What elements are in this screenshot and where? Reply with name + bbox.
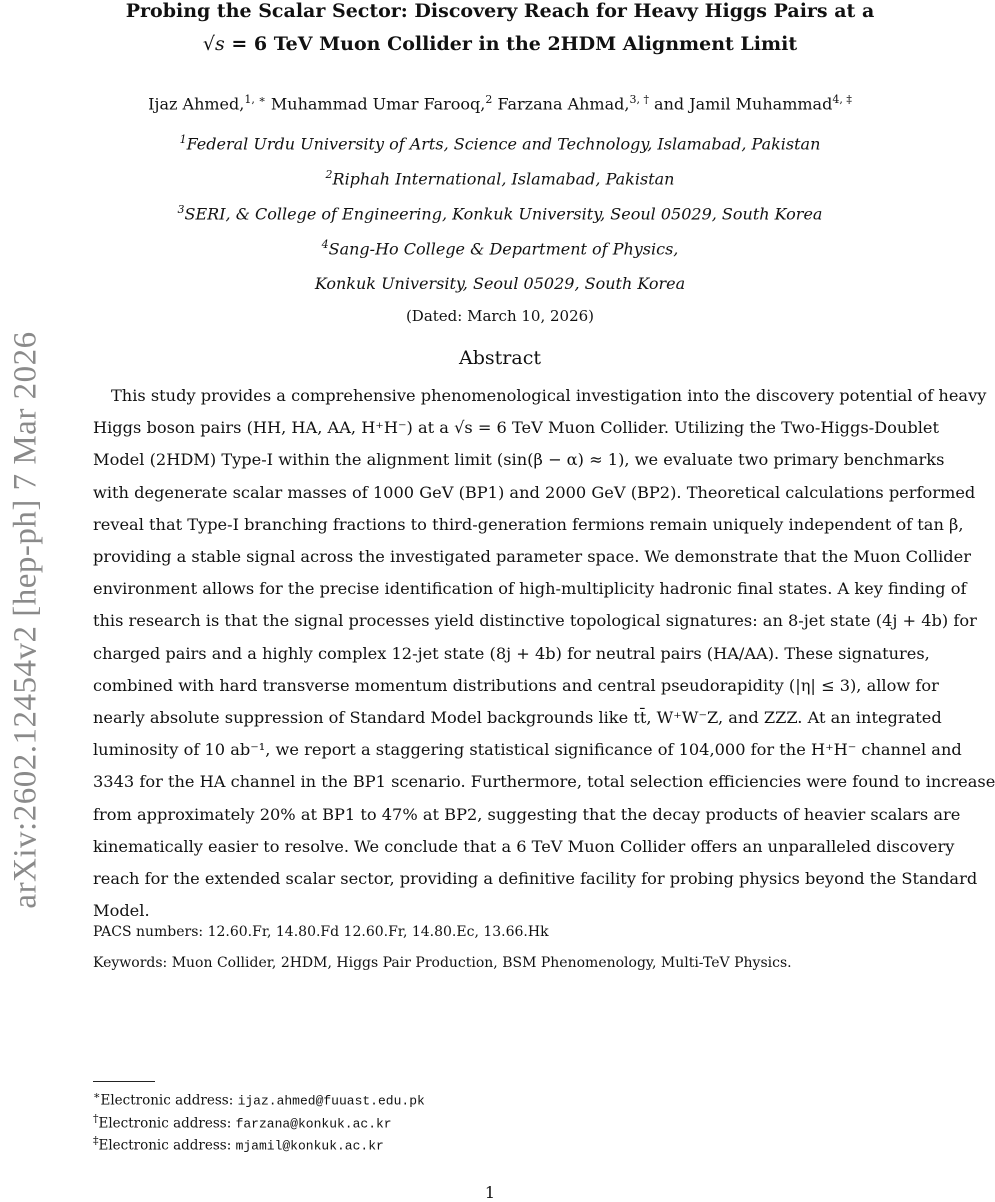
footnote-divider [93, 1081, 155, 1082]
footnote-1 [93, 1089, 425, 1109]
dated-line: (Dated: March 10, 2026) [405, 307, 595, 325]
arxiv-id-text: arXiv:2602.12454v2 [hep-ph] 7 Mar 2026 [7, 331, 44, 909]
footnote-3 [93, 1134, 384, 1154]
abstract-line: Higgs boson pairs (HH, HA, AA, H⁺H⁻) at a √s = 6 TeV Muon Collider. Utilizing the Two-Higgs-Doublet [93, 418, 939, 438]
affiliation-1 [60, 133, 940, 153]
footnote-2 [93, 1112, 392, 1132]
abstract-line: 3343 for the HA channel in the BP1 scenario. Furthermore, total selection efficiencies were found to increase [93, 772, 995, 792]
author-name: and Jamil Muhammad [648, 94, 833, 114]
affiliation-4-continued [60, 274, 940, 293]
affiliation-text: Sang-Ho College & Department of Physics, [328, 239, 679, 259]
footnote-mark: † [93, 1112, 99, 1125]
abstract-heading: Abstract [459, 347, 541, 369]
affiliation-mark: 4 [321, 238, 329, 251]
footnote-label: Electronic address: [100, 1092, 238, 1109]
author-list [60, 93, 940, 113]
affiliation-3 [60, 203, 940, 223]
paper-title-line-1: Probing the Scalar Sector: Discovery Reach for Heavy Higgs Pairs at a [125, 0, 875, 22]
page-number: 1 [484, 1183, 496, 1202]
affiliation-mark: 3 [177, 203, 185, 216]
author-affil-mark: 1, ∗ [244, 93, 266, 106]
email-link[interactable]: ijaz.ahmed@fuuast.edu.pk [237, 1093, 425, 1109]
author-name: Farzana Ahmad, [492, 94, 630, 114]
paper-title-line-2 [60, 33, 940, 55]
title-line-2-text: = 6 TeV Muon Collider in the 2HDM Alignment Limit [224, 33, 798, 55]
author-name: Muhammad Umar Farooq, [265, 94, 486, 114]
abstract-line: kinematically easier to resolve. We conclude that a 6 TeV Muon Collider offers an unparalleled discovery [93, 836, 955, 856]
footnote-mark: ∗ [93, 1089, 101, 1102]
affiliation-text: Konkuk University, Seoul 05029, South Korea [314, 274, 686, 293]
abstract-line: this research is that the signal processes yield distinctive topological signatures: an 8-jet state (4j + 4b) for [93, 611, 977, 631]
abstract-line: with degenerate scalar masses of 1000 GeV (BP1) and 2000 GeV (BP2). Theoretical calculations performed [93, 482, 976, 502]
sqrt-s-symbol: √s [202, 33, 225, 55]
arxiv-identifier-stamp [6, 300, 46, 940]
footnote-label: Electronic address: [98, 1115, 236, 1132]
email-link[interactable]: farzana@konkuk.ac.kr [235, 1116, 392, 1132]
affiliation-2 [60, 168, 940, 188]
abstract-line: This study provides a comprehensive phenomenological investigation into the discovery potential of heavy [111, 386, 987, 405]
affiliation-text: Riphah International, Islamabad, Pakistan [332, 169, 675, 189]
abstract-line: environment allows for the precise identification of high-multiplicity hadronic final states. A key finding of [93, 579, 967, 599]
abstract-body [93, 380, 995, 927]
abstract-line: providing a stable signal across the investigated parameter space. We demonstrate that the Muon Collider [93, 547, 971, 567]
abstract-line: Model. [93, 901, 150, 921]
email-link[interactable]: mjamil@konkuk.ac.kr [235, 1138, 384, 1154]
abstract-line: reveal that Type-I branching fractions to third-generation fermions remain uniquely independent of tan β, [93, 514, 964, 534]
abstract-line: nearly absolute suppression of Standard Model backgrounds like tt̄, W⁺W⁻Z, and ZZZ. At an integrated [93, 708, 942, 728]
abstract-line: luminosity of 10 ab⁻¹, we report a staggering statistical significance of 104,000 for the H⁺H⁻ channel and [93, 740, 962, 760]
pacs-numbers: PACS numbers: 12.60.Fr, 14.80.Fd 12.60.Fr, 14.80.Ec, 13.66.Hk [93, 924, 549, 940]
footnote-label: Electronic address: [98, 1137, 236, 1154]
affiliation-mark: 2 [325, 168, 333, 181]
author-affil-mark: 4, ‡ [832, 93, 852, 106]
abstract-line: Model (2HDM) Type-I within the alignment limit (sin(β − α) ≈ 1), we evaluate two primary benchmarks [93, 450, 945, 470]
author-affil-mark: 3, † [629, 93, 649, 106]
abstract-line: from approximately 20% at BP1 to 47% at BP2, suggesting that the decay products of heavier scalars are [93, 804, 961, 824]
abstract-line: charged pairs and a highly complex 12-jet state (8j + 4b) for neutral pairs (HA/AA). These signatures, [93, 643, 930, 663]
affiliation-text: SERI, & College of Engineering, Konkuk University, Seoul 05029, South Korea [184, 204, 823, 224]
affiliation-4 [60, 238, 940, 258]
abstract-line: reach for the extended scalar sector, providing a definitive facility for probing physics beyond the Standard [93, 869, 978, 889]
affiliation-text: Federal Urdu University of Arts, Science and Technology, Islamabad, Pakistan [186, 134, 821, 154]
keywords: Keywords: Muon Collider, 2HDM, Higgs Pair Production, BSM Phenomenology, Multi-TeV Physics. [93, 955, 792, 971]
abstract-line: combined with hard transverse momentum distributions and central pseudorapidity (|η| ≤ 3), allow for [93, 675, 939, 695]
author-name: Ijaz Ahmed, [148, 94, 245, 114]
footnote-mark: ‡ [93, 1134, 99, 1147]
author-affil-mark: 2 [485, 93, 493, 106]
affiliation-mark: 1 [179, 133, 187, 146]
